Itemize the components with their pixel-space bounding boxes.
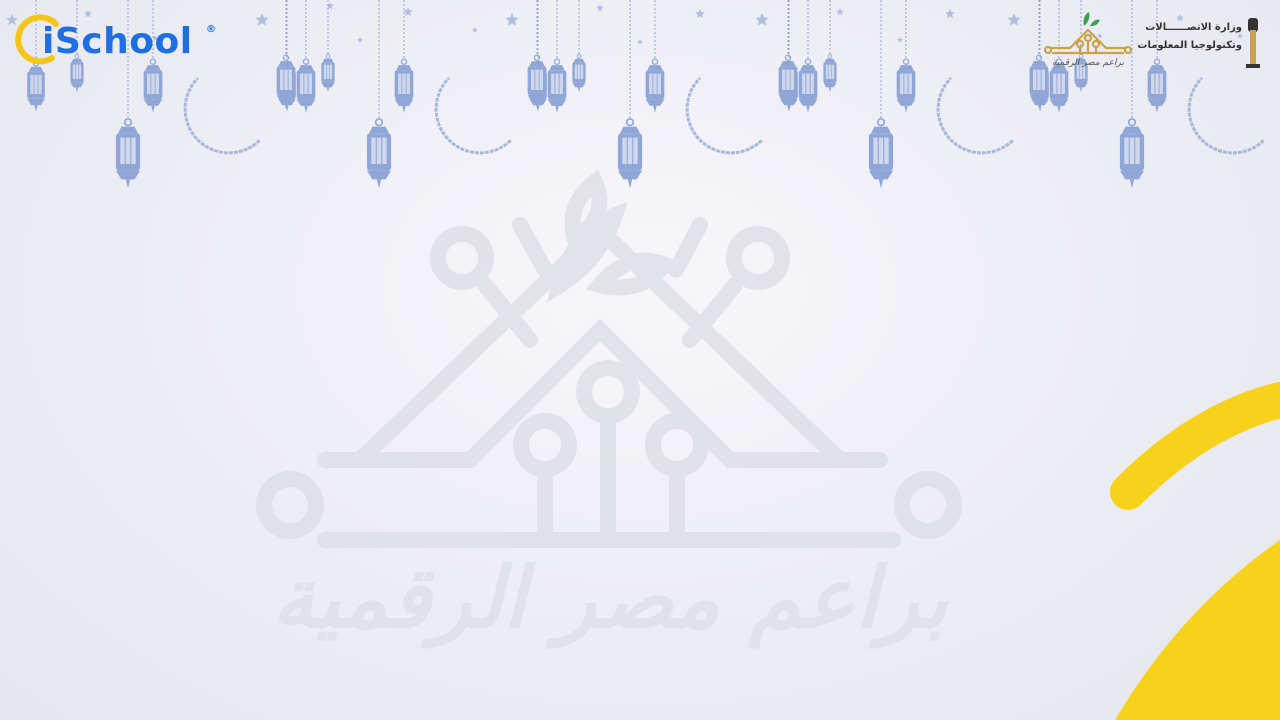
crescent-moon-icon (687, 78, 762, 153)
star-icon (637, 39, 643, 44)
circuit-tree-icon (1040, 6, 1136, 58)
lantern-icon (823, 54, 836, 92)
bra3em-masr-logo[interactable] (1040, 6, 1136, 74)
pharaoh-ankh-icon (1242, 14, 1264, 72)
lantern-icon (618, 119, 642, 188)
star-icon (403, 7, 413, 16)
lantern-icon (367, 119, 391, 188)
star-icon (326, 2, 334, 9)
star-icon (255, 13, 268, 26)
star-icon (596, 4, 604, 11)
crescent-moon-icon (436, 78, 511, 153)
star-icon (755, 13, 768, 26)
star-icon (695, 9, 705, 18)
lantern-icon (297, 59, 316, 113)
lantern-icon (321, 54, 334, 92)
lantern-icon (799, 59, 818, 113)
star-icon (505, 13, 518, 26)
lantern-icon (572, 54, 585, 92)
lantern-icon (116, 119, 140, 188)
star-icon (357, 37, 363, 42)
mcit-line2: وتكنولوجيا المعلومات (1137, 40, 1242, 51)
lantern-icon (869, 119, 893, 188)
star-icon (836, 8, 844, 15)
crescent-moon-icon (938, 78, 1013, 153)
lantern-icon (1120, 119, 1144, 188)
crescent-moon-icon (185, 78, 260, 153)
mcit-line1: وزارة الاتصــــــالات (1145, 22, 1242, 33)
bra3em-caption: براعم مصر الرقمية (1052, 58, 1124, 68)
lantern-icon (646, 59, 665, 113)
star-icon (1007, 13, 1020, 26)
registered-mark: ® (206, 24, 216, 35)
ischool-logo[interactable] (12, 10, 222, 70)
lantern-icon (395, 59, 414, 113)
star-icon (945, 9, 955, 18)
watermark-caption: براعم مصر الرقمية (271, 549, 949, 647)
crescent-moon-icon (1189, 78, 1264, 153)
lantern-icon (548, 59, 567, 113)
mcit-logo[interactable] (1137, 14, 1270, 72)
ischool-wordmark: iSchool (42, 21, 193, 62)
star-icon (472, 27, 478, 32)
star-icon (897, 37, 903, 42)
lantern-icon (897, 59, 916, 113)
